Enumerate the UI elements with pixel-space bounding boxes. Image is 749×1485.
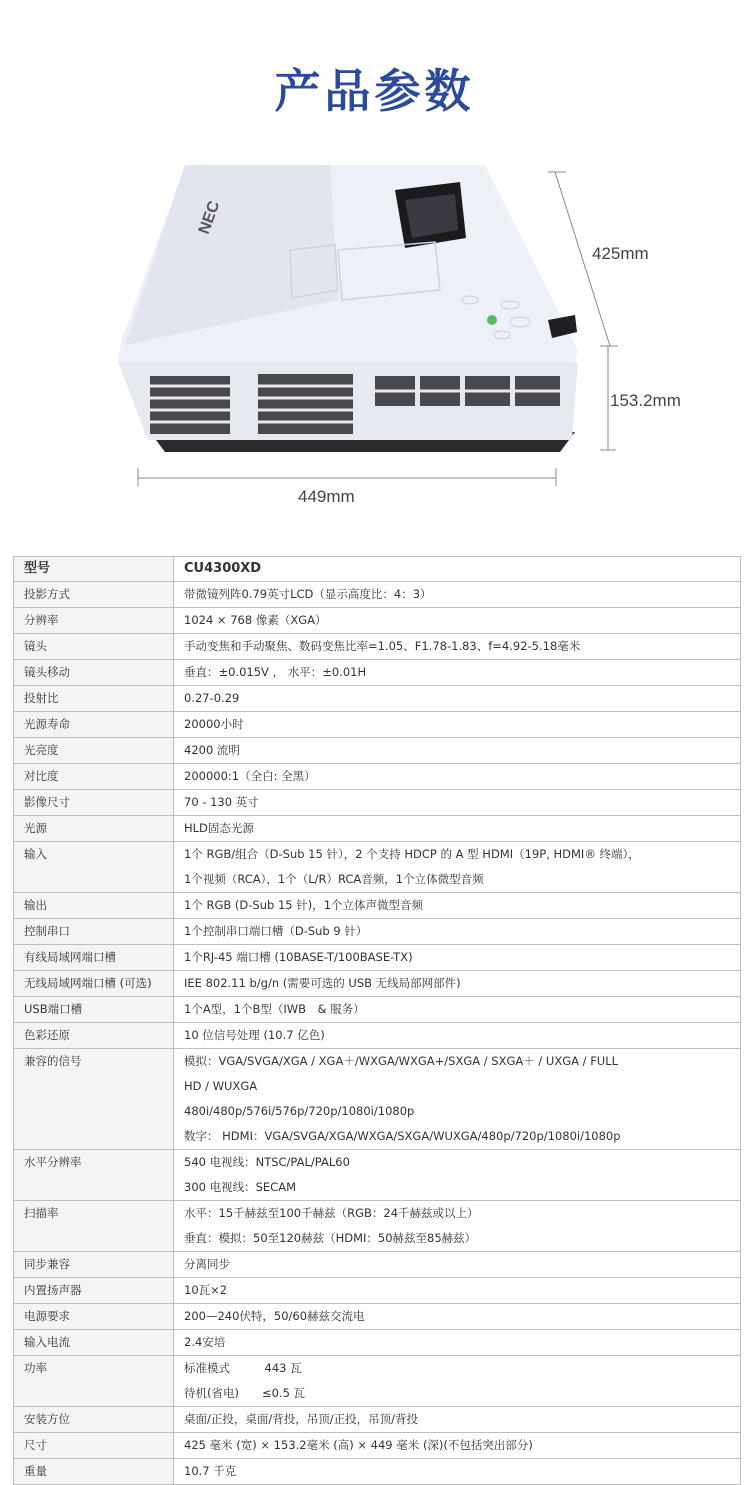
spec-key: 输出 xyxy=(14,893,174,919)
spec-row xyxy=(14,764,741,790)
spec-value xyxy=(174,842,741,893)
spec-key: 有线局域网端口槽 xyxy=(14,945,174,971)
spec-value xyxy=(174,738,741,764)
spec-header-value: CU4300XD xyxy=(174,557,741,582)
spec-value-line: 垂直：±0.015V ， 水平：±0.01H xyxy=(184,665,367,679)
spec-value-line: IEE 802.11 b/g/n (需要可选的 USB 无线局部网部件) xyxy=(184,976,461,990)
spec-value xyxy=(174,1252,741,1278)
spec-value xyxy=(174,608,741,634)
spec-key: 影像尺寸 xyxy=(14,790,174,816)
spec-key: 镜头移动 xyxy=(14,660,174,686)
spec-row xyxy=(14,1407,741,1433)
spec-value xyxy=(174,686,741,712)
spec-value-line: 480i/480p/576i/576p/720p/1080i/1080p xyxy=(184,1104,415,1118)
spec-key: 输入 xyxy=(14,842,174,893)
spec-key: 投影方式 xyxy=(14,582,174,608)
spec-value xyxy=(174,893,741,919)
spec-key: 控制串口 xyxy=(14,919,174,945)
spec-value xyxy=(174,1278,741,1304)
spec-value-line: 2.4安培 xyxy=(184,1335,226,1349)
spec-value-line: 模拟：VGA/SVGA/XGA / XGA＋/WXGA/WXGA+/SXGA / SXGA＋ / UXGA / FULL xyxy=(184,1054,619,1068)
spec-value xyxy=(174,945,741,971)
spec-row xyxy=(14,1356,741,1407)
spec-value-line: 4200 流明 xyxy=(184,743,240,757)
spec-value xyxy=(174,660,741,686)
spec-value xyxy=(174,1150,741,1201)
spec-value xyxy=(174,1049,741,1150)
dim-depth-label: 425mm xyxy=(592,244,649,263)
spec-header-key: 型号 xyxy=(14,557,174,582)
spec-value-line: 1个控制串口端口槽（D-Sub 9 针） xyxy=(184,924,368,938)
projector-illustration xyxy=(0,150,749,530)
spec-key: 光源寿命 xyxy=(14,712,174,738)
spec-value xyxy=(174,919,741,945)
spec-row xyxy=(14,1304,741,1330)
spec-value-line: 分离同步 xyxy=(184,1257,230,1271)
spec-row xyxy=(14,1330,741,1356)
spec-table xyxy=(13,556,741,1485)
spec-key: 扫描率 xyxy=(14,1201,174,1252)
spec-row xyxy=(14,686,741,712)
spec-value-line: 1个A型，1个B型（IWB & 服务） xyxy=(184,1002,365,1016)
spec-row xyxy=(14,1252,741,1278)
spec-value-line: 300 电视线：SECAM xyxy=(184,1180,296,1194)
spec-value xyxy=(174,634,741,660)
spec-value-line: 待机(省电) ≤0.5 瓦 xyxy=(184,1386,306,1400)
spec-row xyxy=(14,1433,741,1459)
spec-value-line: 10 位信号处理 (10.7 亿色) xyxy=(184,1028,325,1042)
product-figure xyxy=(0,150,749,530)
spec-key: 分辨率 xyxy=(14,608,174,634)
spec-row xyxy=(14,738,741,764)
spec-value-line: 1个RJ-45 端口槽 (10BASE-T/100BASE-TX) xyxy=(184,950,413,964)
spec-value-line: 540 电视线：NTSC/PAL/PAL60 xyxy=(184,1155,350,1169)
spec-value xyxy=(174,712,741,738)
spec-row xyxy=(14,842,741,893)
page-title: 产品参数 xyxy=(274,64,475,118)
spec-row xyxy=(14,582,741,608)
spec-key: 光亮度 xyxy=(14,738,174,764)
spec-value xyxy=(174,1407,741,1433)
spec-key: USB端口槽 xyxy=(14,997,174,1023)
spec-value-line: 200000:1（全白: 全黑） xyxy=(184,769,316,783)
spec-value-line: 10.7 千克 xyxy=(184,1464,237,1478)
spec-row xyxy=(14,816,741,842)
spec-key: 安装方位 xyxy=(14,1407,174,1433)
spec-value-line: 手动变焦和手动聚焦、数码变焦比率=1.05、F1.78-1.83、f=4.92-5.18毫米 xyxy=(184,639,581,653)
spec-key: 水平分辨率 xyxy=(14,1150,174,1201)
spec-value xyxy=(174,1023,741,1049)
spec-value xyxy=(174,971,741,997)
spec-row xyxy=(14,1150,741,1201)
spec-value-line: 带微镜列阵0.79英寸LCD（显示高度比：4：3） xyxy=(184,587,432,601)
spec-value xyxy=(174,1433,741,1459)
spec-value xyxy=(174,1201,741,1252)
spec-value xyxy=(174,997,741,1023)
spec-key: 投射比 xyxy=(14,686,174,712)
spec-value-line: 水平：15千赫兹至100千赫兹（RGB：24千赫兹或以上） xyxy=(184,1206,479,1220)
spec-value-line: HD / WUXGA xyxy=(184,1079,258,1093)
spec-row xyxy=(14,997,741,1023)
spec-value-line: 70 - 130 英寸 xyxy=(184,795,259,809)
spec-key: 镜头 xyxy=(14,634,174,660)
spec-row xyxy=(14,1049,741,1150)
spec-value-line: 数字： HDMI：VGA/SVGA/XGA/WXGA/SXGA/WUXGA/480p/720p/1080i/1080p xyxy=(184,1129,621,1143)
spec-value-line: 桌面/正投，桌面/背投，吊顶/正投，吊顶/背投 xyxy=(184,1412,418,1426)
spec-value-line: 425 毫米 (宽) × 153.2毫米 (高) × 449 毫米 (深)(不包括突出部分) xyxy=(184,1438,533,1452)
spec-value xyxy=(174,1304,741,1330)
spec-row xyxy=(14,893,741,919)
dim-width-label: 449mm xyxy=(298,487,355,506)
spec-value xyxy=(174,582,741,608)
spec-key: 色彩还原 xyxy=(14,1023,174,1049)
spec-row xyxy=(14,945,741,971)
spec-row xyxy=(14,1201,741,1252)
spec-value-line: 标准模式 443 瓦 xyxy=(184,1361,302,1375)
spec-row xyxy=(14,1278,741,1304)
spec-value-line: 0.27-0.29 xyxy=(184,691,240,705)
spec-row xyxy=(14,712,741,738)
spec-row xyxy=(14,660,741,686)
spec-value-line: 1个视频（RCA），1个（L/R）RCA音频，1个立体微型音频 xyxy=(184,872,484,886)
dim-height-label: 153.2mm xyxy=(610,391,681,410)
spec-value xyxy=(174,764,741,790)
spec-row xyxy=(14,608,741,634)
spec-key: 重量 xyxy=(14,1459,174,1485)
spec-key: 功率 xyxy=(14,1356,174,1407)
spec-value-line: 1个 RGB/组合（D-Sub 15 针），2 个支持 HDCP 的 A 型 HDMI（19P, HDMI® 终端）， xyxy=(184,847,640,861)
spec-header-row xyxy=(14,557,741,582)
spec-value-line: 垂直：模拟：50至120赫兹（HDMI：50赫兹至85赫兹） xyxy=(184,1231,477,1245)
spec-key: 尺寸 xyxy=(14,1433,174,1459)
spec-value xyxy=(174,1459,741,1485)
spec-value-line: HLD固态光源 xyxy=(184,821,254,835)
spec-value xyxy=(174,816,741,842)
spec-key: 输入电流 xyxy=(14,1330,174,1356)
brand-logo: NEC xyxy=(195,198,224,237)
spec-key: 对比度 xyxy=(14,764,174,790)
spec-value xyxy=(174,1330,741,1356)
spec-row xyxy=(14,1023,741,1049)
spec-key: 内置扬声器 xyxy=(14,1278,174,1304)
spec-row xyxy=(14,1459,741,1485)
spec-value xyxy=(174,1356,741,1407)
spec-value-line: 20000小时 xyxy=(184,717,244,731)
spec-key: 电源要求 xyxy=(14,1304,174,1330)
spec-row xyxy=(14,919,741,945)
spec-row xyxy=(14,971,741,997)
spec-row xyxy=(14,790,741,816)
spec-value xyxy=(174,790,741,816)
spec-key: 光源 xyxy=(14,816,174,842)
spec-value-line: 10瓦×2 xyxy=(184,1283,228,1297)
spec-value-line: 1024 × 768 像素（XGA） xyxy=(184,613,327,627)
spec-value-line: 200—240伏特，50/60赫兹交流电 xyxy=(184,1309,365,1323)
spec-row xyxy=(14,634,741,660)
spec-key: 无线局域网端口槽 (可选) xyxy=(14,971,174,997)
spec-key: 兼容的信号 xyxy=(14,1049,174,1150)
spec-key: 同步兼容 xyxy=(14,1252,174,1278)
spec-value-line: 1个 RGB (D-Sub 15 针)，1个立体声微型音频 xyxy=(184,898,424,912)
